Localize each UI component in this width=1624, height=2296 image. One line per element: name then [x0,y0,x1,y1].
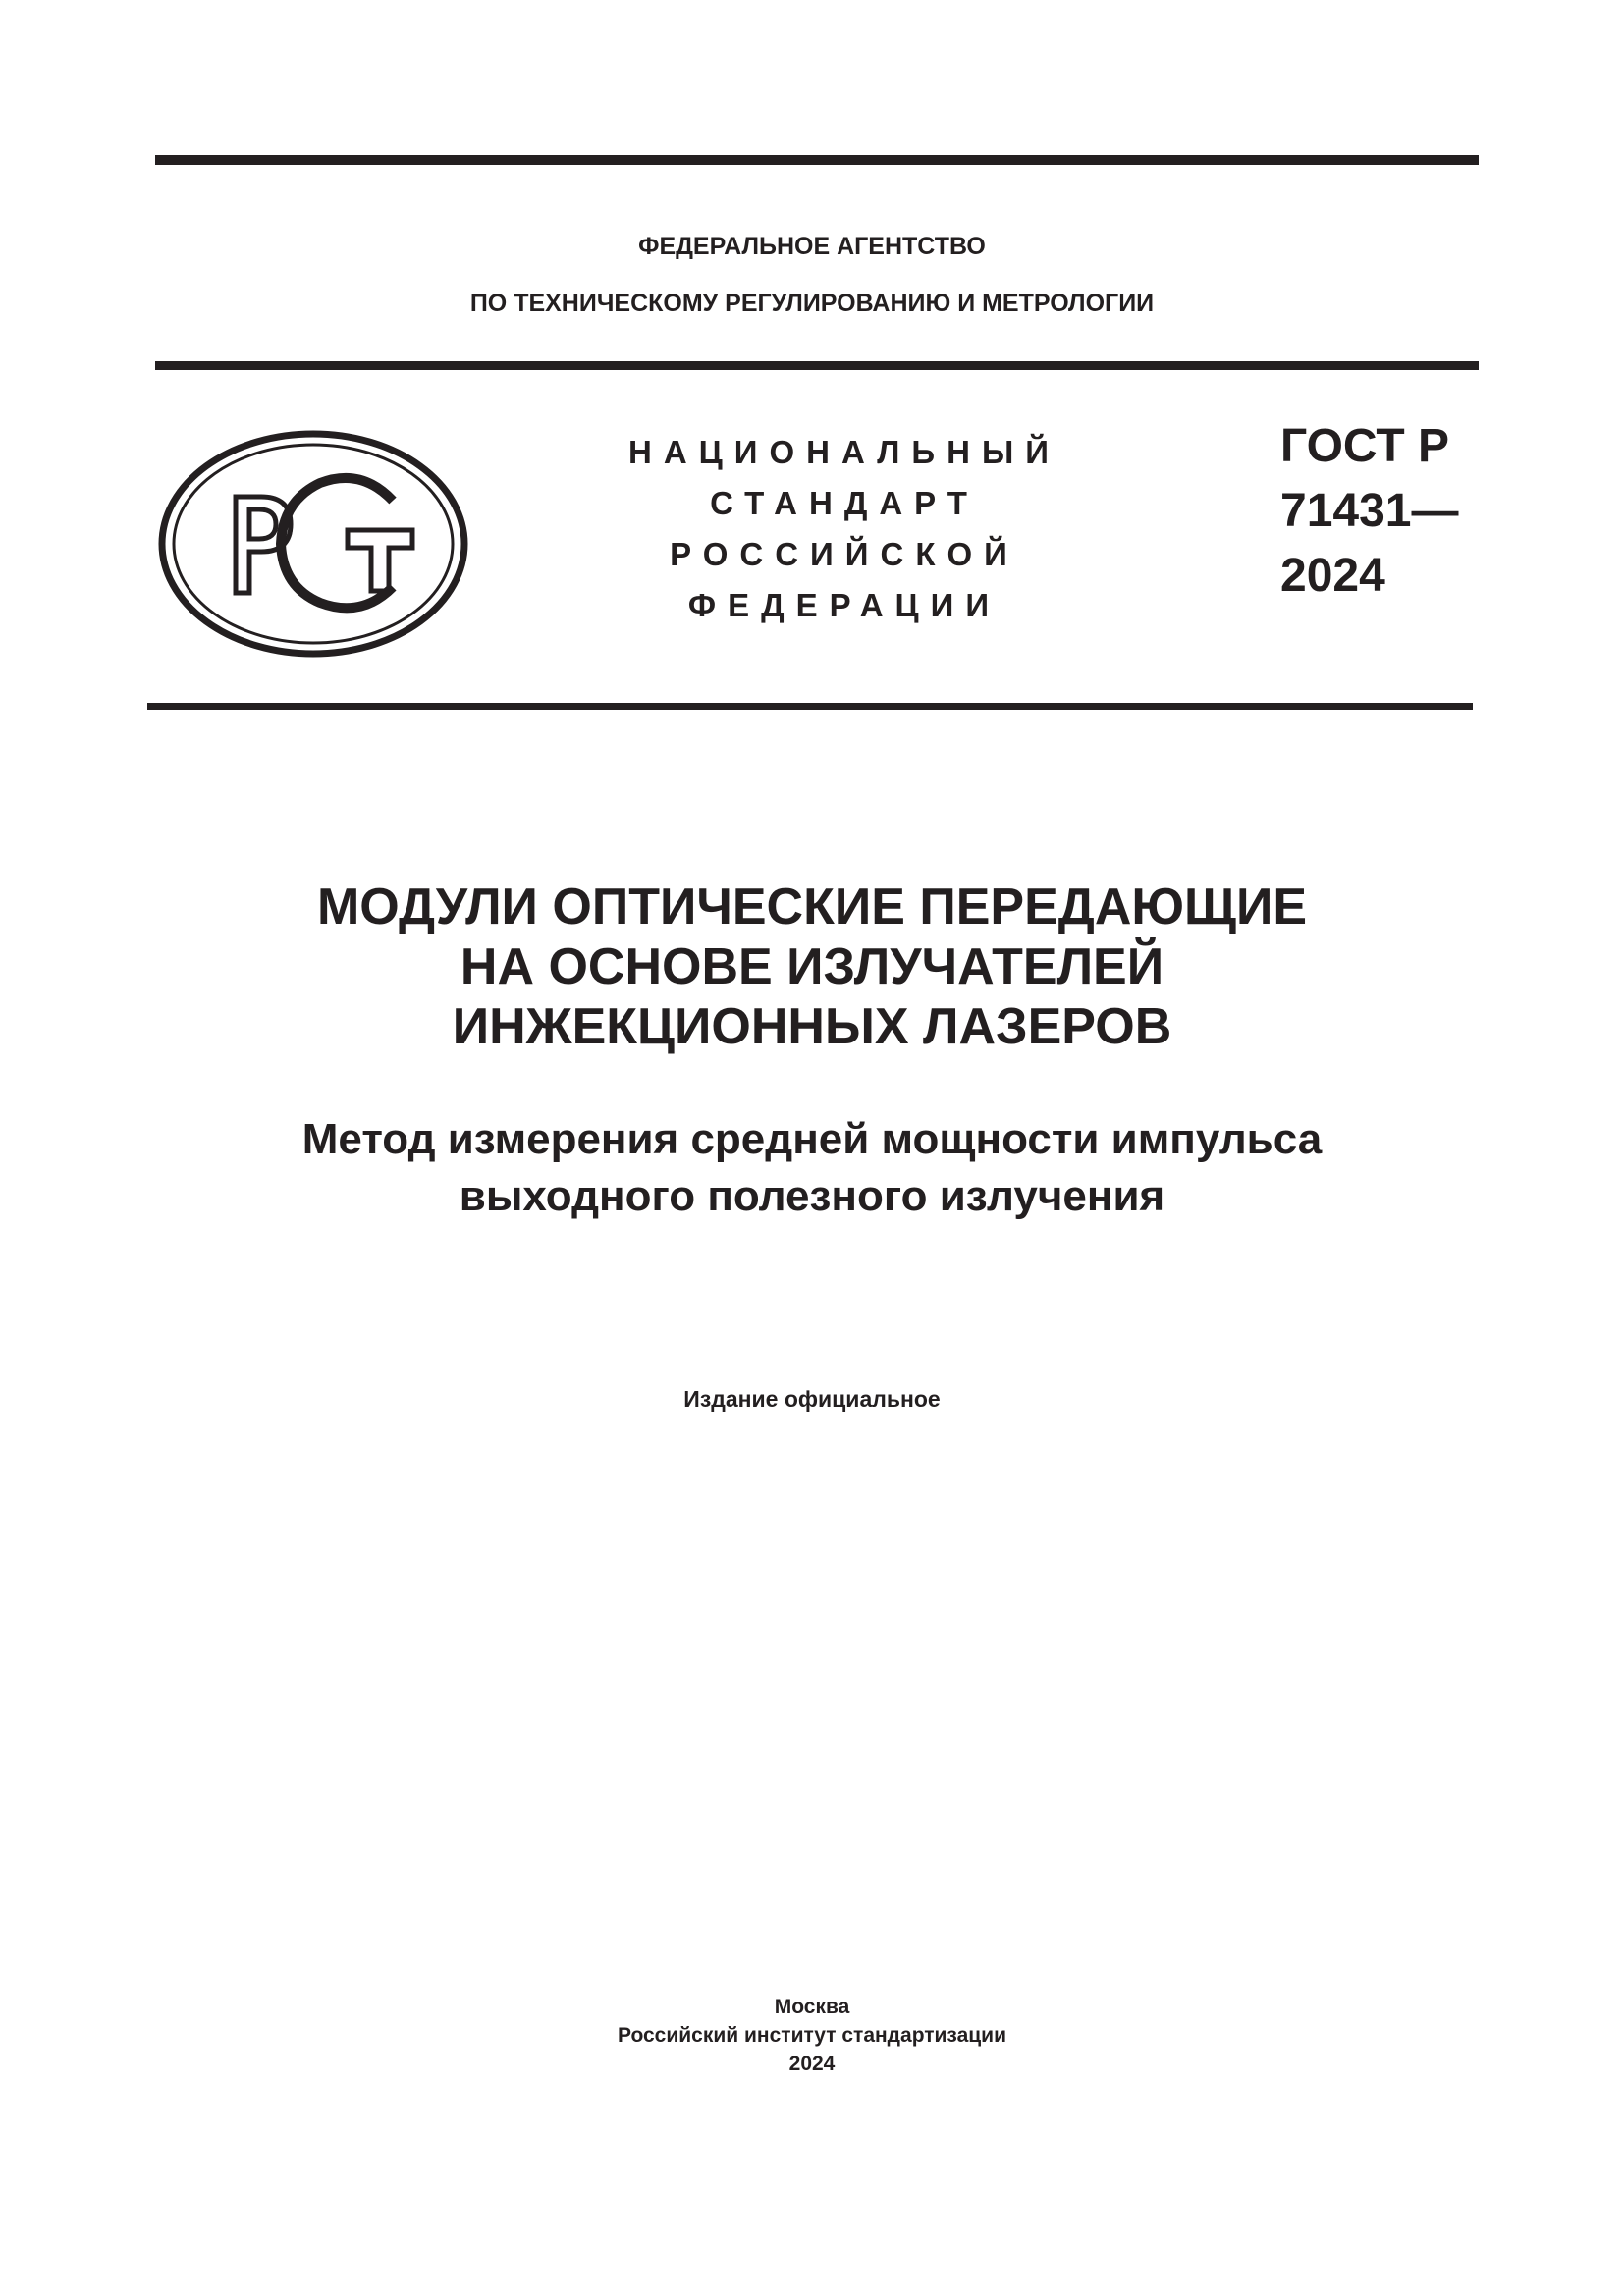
edition-label: Издание официальное [683,1386,941,1412]
imprint-block [0,1993,1624,2078]
subtitle-line-1: Метод измерения средней мощности импульса [301,1115,1323,1163]
standard-number [1280,414,1458,609]
title-line-3: ИНЖЕКЦИОННЫХ ЛАЗЕРОВ [452,998,1172,1055]
agency-rule [155,361,1479,370]
gost-r-logo [155,428,471,665]
national-line-1: НАЦИОНАЛЬНЫЙ [628,434,1060,470]
national-line-3: РОССИЙСКОЙ [670,536,1019,572]
imprint-city: Москва [774,1996,850,2018]
document-subtitle [0,1111,1624,1225]
standard-number-line-3: 2024 [1280,550,1385,602]
agency-block [0,218,1624,332]
imprint-year: 2024 [788,2053,836,2075]
agency-line-1: ФЕДЕРАЛЬНОЕ АГЕНТСТВО [638,233,986,260]
agency-line-2: ПО ТЕХНИЧЕСКОМУ РЕГУЛИРОВАНИЮ И МЕТРОЛОГИИ [469,290,1155,317]
standard-number-line-1: ГОСТ Р [1280,420,1450,472]
document-title [0,878,1624,1057]
standard-block-rule [147,703,1473,710]
title-line-1: МОДУЛИ ОПТИЧЕСКИЕ ПЕРЕДАЮЩИЕ [316,879,1308,935]
top-rule [155,155,1479,165]
national-standard-label [609,427,1080,631]
title-line-2: НА ОСНОВЕ ИЗЛУЧАТЕЛЕЙ [460,938,1164,995]
subtitle-line-2: выходного полезного излучения [459,1172,1165,1220]
national-line-4: ФЕДЕРАЦИИ [687,587,1001,623]
standard-number-line-2: 71431— [1280,485,1459,537]
national-line-2: СТАНДАРТ [710,485,979,521]
gost-r-logo-icon [155,428,471,660]
imprint-publisher: Российский институт стандартизации [617,2024,1007,2047]
